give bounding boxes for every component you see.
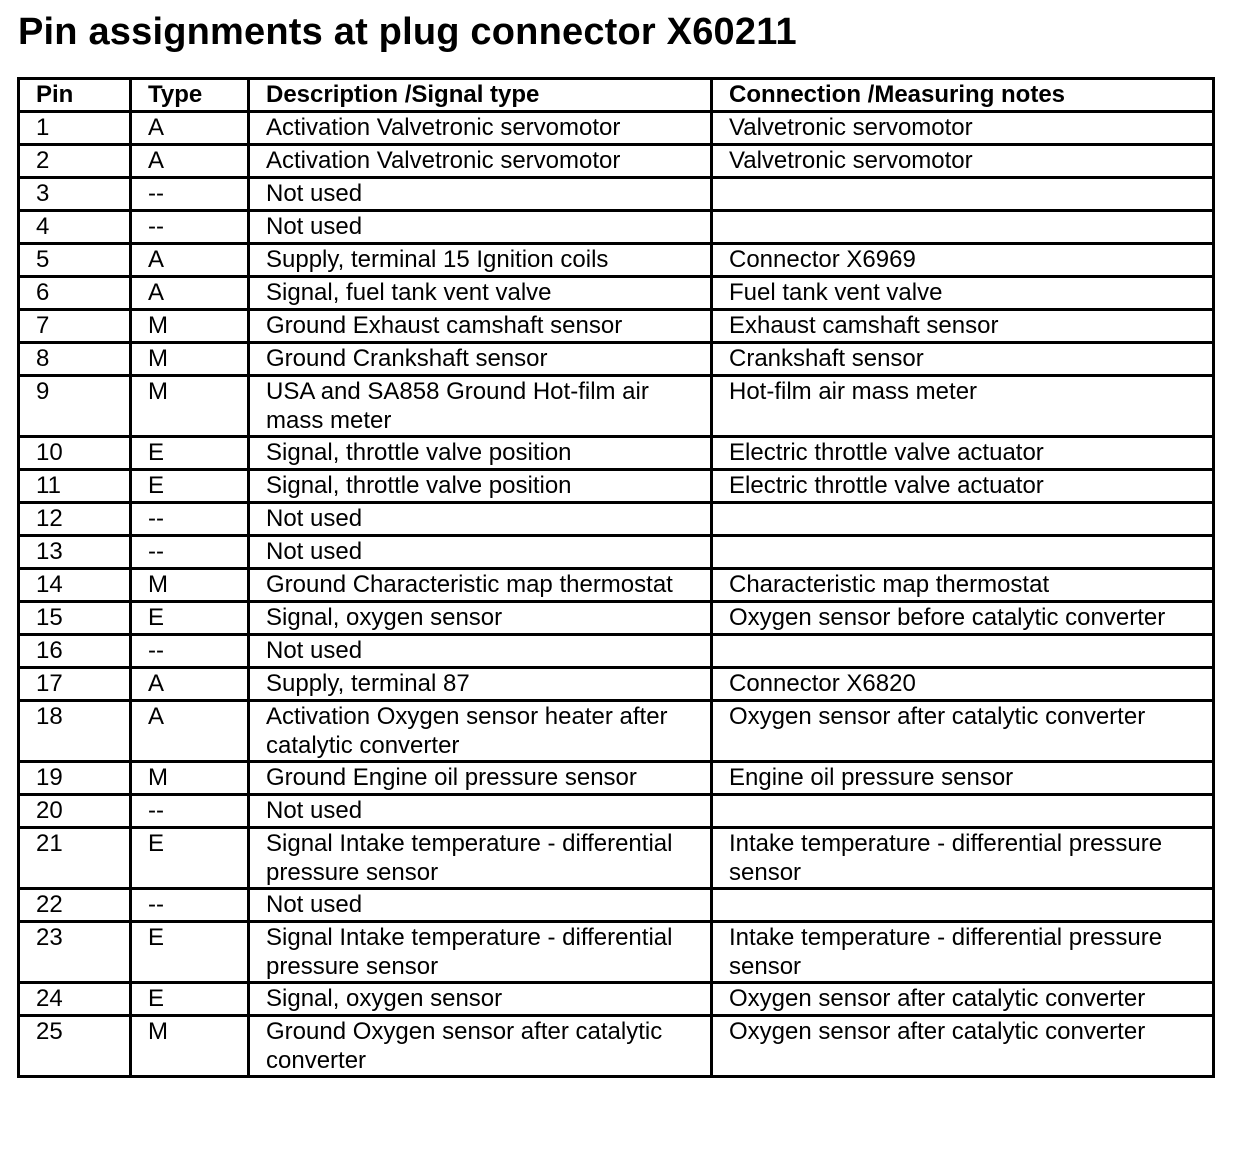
cell-type: A [131,112,249,145]
cell-connection [712,503,1214,536]
cell-pin: 5 [19,244,131,277]
page-title: Pin assignments at plug connector X60211 [18,11,797,53]
table-row [19,701,1214,762]
table-row [19,1016,1214,1077]
cell-pin: 1 [19,112,131,145]
table-row [19,635,1214,668]
cell-pin: 6 [19,277,131,310]
cell-connection: Oxygen sensor after catalytic converter [712,983,1214,1016]
cell-description: Ground Exhaust camshaft sensor [249,310,712,343]
cell-description: Not used [249,503,712,536]
table-row [19,503,1214,536]
cell-type: E [131,602,249,635]
cell-pin: 16 [19,635,131,668]
cell-description: Signal, oxygen sensor [249,983,712,1016]
cell-connection [712,889,1214,922]
cell-connection: Characteristic map thermostat [712,569,1214,602]
cell-connection: Oxygen sensor after catalytic converter [712,701,1214,762]
cell-connection: Intake temperature - differential pressure sensor [712,828,1214,889]
cell-pin: 18 [19,701,131,762]
cell-pin: 20 [19,795,131,828]
cell-pin: 13 [19,536,131,569]
table-row [19,277,1214,310]
cell-type: M [131,1016,249,1077]
cell-description: Activation Valvetronic servomotor [249,112,712,145]
cell-description: Signal, fuel tank vent valve [249,277,712,310]
cell-description: USA and SA858 Ground Hot-film air mass meter [249,376,712,437]
cell-description: Not used [249,635,712,668]
table-row [19,668,1214,701]
cell-pin: 23 [19,922,131,983]
cell-description: Not used [249,211,712,244]
table-row [19,211,1214,244]
header-connection: Connection /Measuring notes [712,79,1214,112]
header-type: Type [131,79,249,112]
cell-description: Not used [249,889,712,922]
cell-connection: Electric throttle valve actuator [712,437,1214,470]
cell-type: M [131,762,249,795]
cell-pin: 21 [19,828,131,889]
cell-connection: Electric throttle valve actuator [712,470,1214,503]
cell-pin: 9 [19,376,131,437]
cell-description: Ground Crankshaft sensor [249,343,712,376]
cell-connection [712,635,1214,668]
cell-type: E [131,470,249,503]
cell-description: Activation Oxygen sensor heater after catalytic converter [249,701,712,762]
cell-pin: 24 [19,983,131,1016]
cell-description: Signal Intake temperature - differential pressure sensor [249,828,712,889]
cell-connection: Exhaust camshaft sensor [712,310,1214,343]
cell-connection [712,795,1214,828]
cell-pin: 3 [19,178,131,211]
cell-type: -- [131,795,249,828]
table-row [19,569,1214,602]
cell-connection: Oxygen sensor after catalytic converter [712,1016,1214,1077]
cell-pin: 11 [19,470,131,503]
cell-type: E [131,437,249,470]
cell-type: A [131,277,249,310]
cell-type: -- [131,211,249,244]
cell-description: Activation Valvetronic servomotor [249,145,712,178]
cell-pin: 8 [19,343,131,376]
cell-connection: Fuel tank vent valve [712,277,1214,310]
cell-type: M [131,343,249,376]
cell-type: -- [131,889,249,922]
cell-description: Supply, terminal 87 [249,668,712,701]
cell-pin: 7 [19,310,131,343]
cell-description: Signal Intake temperature - differential pressure sensor [249,922,712,983]
cell-description: Signal, oxygen sensor [249,602,712,635]
cell-type: A [131,145,249,178]
cell-type: M [131,376,249,437]
cell-connection: Valvetronic servomotor [712,145,1214,178]
table-row [19,178,1214,211]
cell-connection: Oxygen sensor before catalytic converter [712,602,1214,635]
cell-pin: 14 [19,569,131,602]
cell-type: M [131,569,249,602]
cell-description: Ground Characteristic map thermostat [249,569,712,602]
pin-assignment-table [17,77,1215,1078]
table-row [19,762,1214,795]
cell-type: E [131,922,249,983]
cell-pin: 15 [19,602,131,635]
cell-pin: 4 [19,211,131,244]
cell-connection: Intake temperature - differential pressure sensor [712,922,1214,983]
cell-type: E [131,828,249,889]
table-row [19,437,1214,470]
cell-pin: 17 [19,668,131,701]
table-row [19,889,1214,922]
header-pin: Pin [19,79,131,112]
cell-description: Supply, terminal 15 Ignition coils [249,244,712,277]
cell-connection [712,211,1214,244]
cell-connection [712,536,1214,569]
cell-connection: Connector X6969 [712,244,1214,277]
cell-connection: Hot-film air mass meter [712,376,1214,437]
cell-description: Ground Engine oil pressure sensor [249,762,712,795]
cell-type: M [131,310,249,343]
cell-type: A [131,668,249,701]
table-header-row [19,79,1214,112]
cell-connection: Crankshaft sensor [712,343,1214,376]
cell-type: -- [131,635,249,668]
cell-description: Signal, throttle valve position [249,470,712,503]
table-row [19,470,1214,503]
table-row [19,983,1214,1016]
cell-pin: 12 [19,503,131,536]
header-description: Description /Signal type [249,79,712,112]
table-row [19,376,1214,437]
cell-pin: 2 [19,145,131,178]
cell-description: Ground Oxygen sensor after catalytic converter [249,1016,712,1077]
cell-type: -- [131,503,249,536]
table-row [19,922,1214,983]
cell-pin: 19 [19,762,131,795]
table-row [19,828,1214,889]
cell-type: E [131,983,249,1016]
cell-connection: Connector X6820 [712,668,1214,701]
cell-connection: Valvetronic servomotor [712,112,1214,145]
table-row [19,795,1214,828]
cell-description: Not used [249,536,712,569]
cell-description: Not used [249,178,712,211]
cell-pin: 10 [19,437,131,470]
cell-connection: Engine oil pressure sensor [712,762,1214,795]
cell-pin: 22 [19,889,131,922]
cell-description: Signal, throttle valve position [249,437,712,470]
cell-pin: 25 [19,1016,131,1077]
table-row [19,310,1214,343]
table-row [19,536,1214,569]
table-row [19,145,1214,178]
cell-type: -- [131,536,249,569]
table-row [19,602,1214,635]
table-row [19,343,1214,376]
cell-connection [712,178,1214,211]
table-row [19,112,1214,145]
cell-description: Not used [249,795,712,828]
cell-type: A [131,244,249,277]
cell-type: -- [131,178,249,211]
table-row [19,244,1214,277]
cell-type: A [131,701,249,762]
